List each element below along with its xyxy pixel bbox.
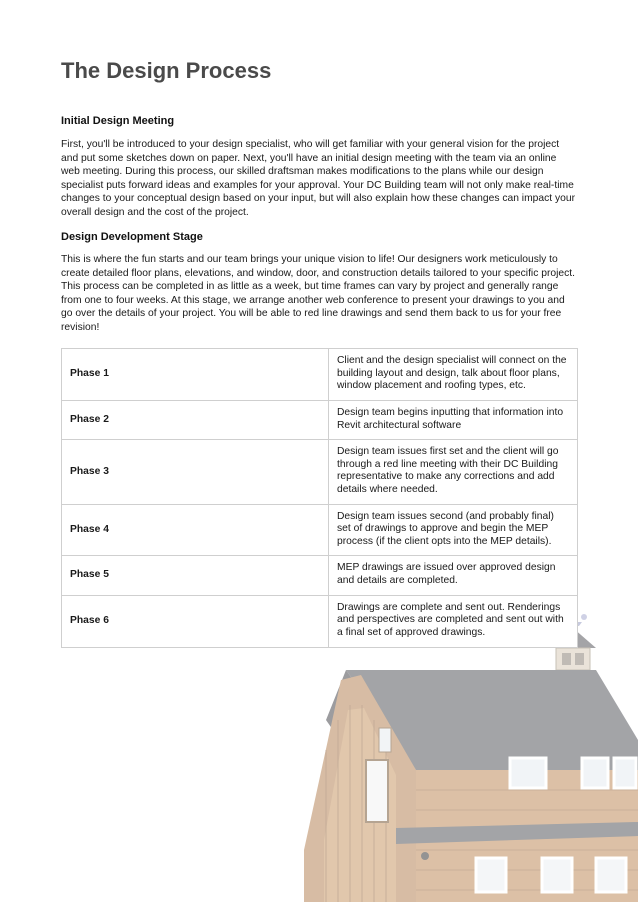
phase-description: Client and the design specialist will connect on the building layout and design, talk about floor plans, window placement and roofing types, etc. <box>329 349 578 401</box>
table-row <box>62 401 578 440</box>
table-row <box>62 595 578 647</box>
phase-description: Design team issues second (and probably final) set of drawings to approve and begin the MEP process (if the client opts into the MEP details). <box>329 504 578 556</box>
phase-name: Phase 1 <box>62 349 329 401</box>
phase-description: Design team issues first set and the client will go through a red line meeting with their DC Building representative to make any corrections and add details where needed. <box>329 440 578 504</box>
phase-name: Phase 2 <box>62 401 329 440</box>
phase-description: MEP drawings are issued over approved design and details are completed. <box>329 556 578 595</box>
table-row <box>62 504 578 556</box>
table-row <box>62 556 578 595</box>
phase-description: Design team begins inputting that information into Revit architectural software <box>329 401 578 440</box>
phase-name: Phase 3 <box>62 440 329 504</box>
table-row <box>62 349 578 401</box>
section-heading-initial-design-meeting: Initial Design Meeting <box>61 115 175 127</box>
phases-table <box>61 348 578 648</box>
table-row <box>62 440 578 504</box>
page-title: The Design Process <box>61 58 272 83</box>
section-heading-design-development-stage: Design Development Stage <box>61 231 203 243</box>
phase-name: Phase 4 <box>62 504 329 556</box>
phase-name: Phase 6 <box>62 595 329 647</box>
section-body-initial-design-meeting: First, you'll be introduced to your design specialist, who will get familiar with your general vision for the project and put some sketches down on paper. Next, you'll have an initial design meeting with the team via an online web meeting. During this process, our skilled draftsman makes modifications to the plans while our design specialist puts forward ideas and examples for your approval. Your DC Building team will not only make real-time changes to your conceptual design based on your input, but will also explain how these changes can impact your overall design and the cost of the project. <box>61 139 576 218</box>
section-body-design-development-stage: This is where the fun starts and our team brings your unique vision to life! Our designers work meticulously to create detailed floor plans, elevations, and window, door, and construction details tailored to your specific project. This process can be completed in as little as a week, but time frames can vary by project and generally range from one to four weeks. At this stage, we arrange another web conference to present your drawings to you and go over the details of your project. You will be able to red line drawings and send them back to us for your free revision! <box>61 254 575 333</box>
phase-name: Phase 5 <box>62 556 329 595</box>
phase-description: Drawings are complete and sent out. Renderings and perspectives are completed and sent out with a final set of approved drawings. <box>329 595 578 647</box>
